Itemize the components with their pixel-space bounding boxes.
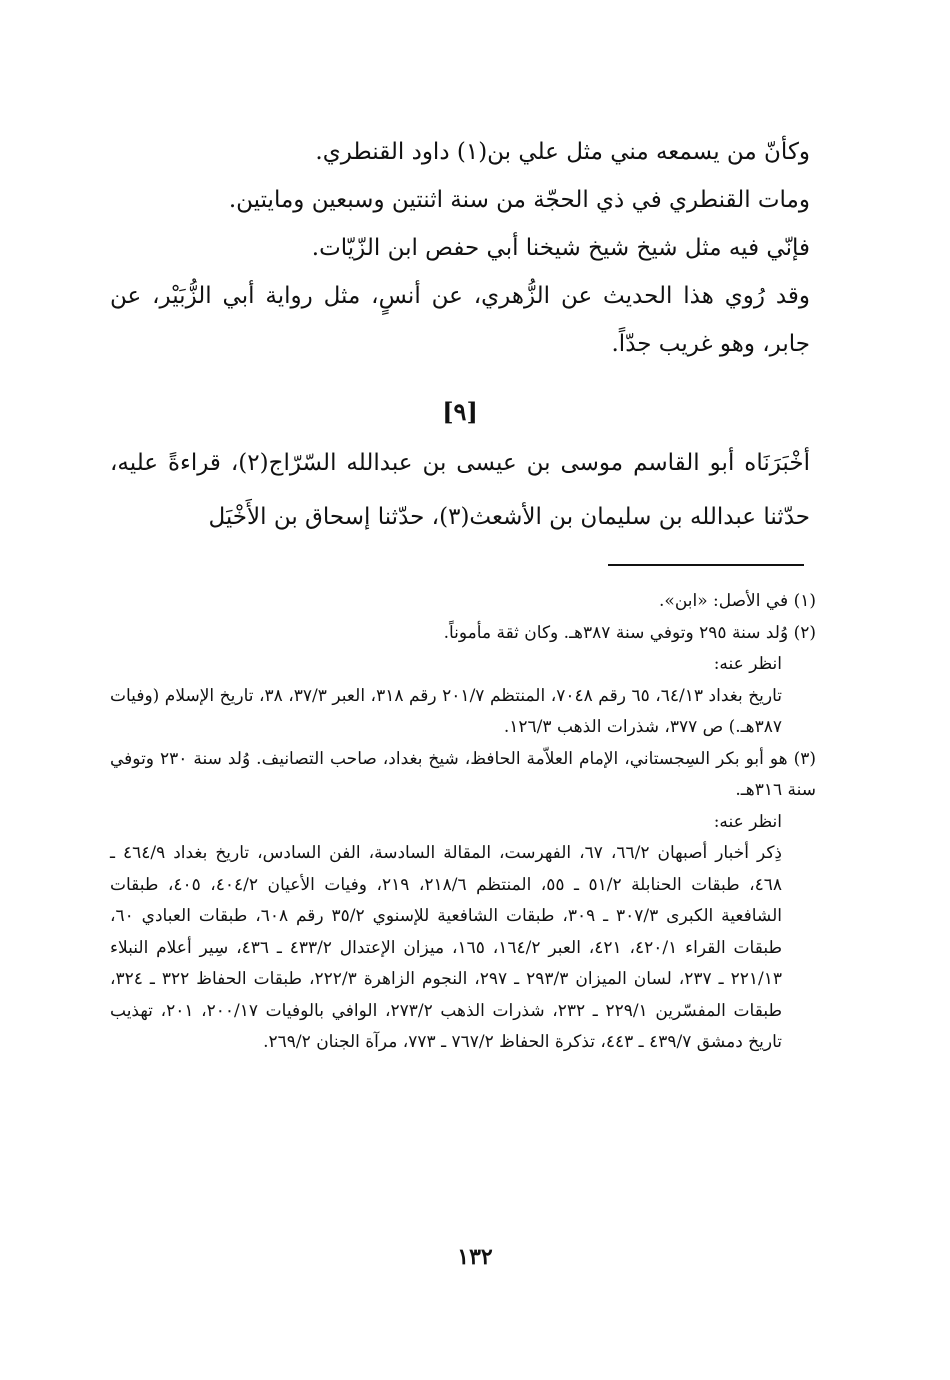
footnote-3: (٣) هو أبو بكر السِجستاني، الإمام العلاّمة الحافظ، شيخ بغداد، صاحب التصانيف. وُلد سنة ٢٣٠ وتوفي سنة ٣١٦هـ. (110, 748, 816, 800)
section-text-block (110, 436, 810, 544)
footnote-2: (٢) وُلد سنة ٢٩٥ وتوفي سنة ٣٨٧هـ. وكان ثقة مأموناً. (443, 622, 816, 643)
footnote-2-references: تاريخ بغداد ٦٤/١٣، ٦٥ رقم ٧٠٤٨، المنتظم ٢٠١/٧ رقم ٣١٨، العبر ٣٧/٣، ٣٨، تاريخ الإسلام (وفيات ٣٨٧هـ.) ص ٣٧٧، شذرات الذهب ١٢٦/٣. (110, 685, 783, 737)
text-line: فإنّي فيه مثل شيخ شيخ شيخنا أبي حفص ابن الزّيّات. (311, 235, 810, 261)
footnote-3-references: ذِكر أخبار أصبهان ٦٦/٢، ٦٧، الفهرست، المقالة السادسة، الفن السادس، تاريخ بغداد ٤٦٤/٩ ـ ٤٦٨، طبقات الحنابلة ٥١/٢ ـ ٥٥، المنتظم ٢١٨/٦، ٢١٩، وفيات الأعيان ٤٠٤/٢، ٤٠٥، طبقات الشافعية الكبرى ٣٠٧/٣ ـ ٣٠٩، طبقات الشافعية للإسنوي ٣٥/٢ رقم ٦٠٨، طبقات العبادي ٦٠، طبقات القراء ٤٢٠/١، ٤٢١، العبر ١٦٤/٢، ١٦٥، ميزان الإعتدال ٤٣٣/٢ ـ ٤٣٦، سِير أعلام النبلاء ٢٢١/١٣ ـ ٢٣٧، لسان الميزان ٢٩٣/٣ ـ ٢٩٧، النجوم الزاهرة ٢٢٢/٣، طبقات الحفاظ ٣٢٢ ـ ٣٢٤، طبقات المفسّرين ٢٢٩/١ ـ ٢٣٢، شذرات الذهب ٢٧٣/٢، الوافي بالوفيات ٢٠٠/١٧، ٢٠١، تهذيب تاريخ دمشق ٤٣٩/٧ ـ ٤٤٣، تذكرة الحفاظ ٧٦٧/٢ ـ ٧٧٣، مرآة الجنان ٢٦٩/٢. (110, 843, 782, 1052)
footnote-1: (١) في الأصل: «ابن». (659, 591, 816, 611)
footnote-divider (608, 564, 804, 566)
section-heading: [٩] (442, 397, 478, 426)
footnote-3-see: انظر عنه: (713, 811, 782, 832)
page-number: ١٣٢ (457, 1244, 493, 1270)
text-paragraph: وقد رُوي هذا الحديث عن الزُّهري، عن أنسٍ، مثل رواية أبي الزُّبَيْر، عن جابر، وهو غريب جدّاً. (110, 283, 810, 357)
text-line: ومات القنطري في ذي الحجّة من سنة اثنتين وسبعين ومايتين. (228, 187, 810, 213)
main-text (110, 128, 810, 368)
section-text: أخْبَرَنَاه أبو القاسم موسى بن عيسى بن عبدالله السّرّاج(٢)، قراءةً عليه، حدّثنا عبدالله بن سليمان بن الأشعث(٣)، حدّثنا إسحاق بن الأَخْيَل (110, 450, 810, 530)
text-line: وكأنّ من يسمعه مني مثل علي بن(١) داود القنطري. (315, 139, 810, 165)
footnotes (110, 586, 816, 1059)
footnote-2-see: انظر عنه: (713, 654, 782, 674)
